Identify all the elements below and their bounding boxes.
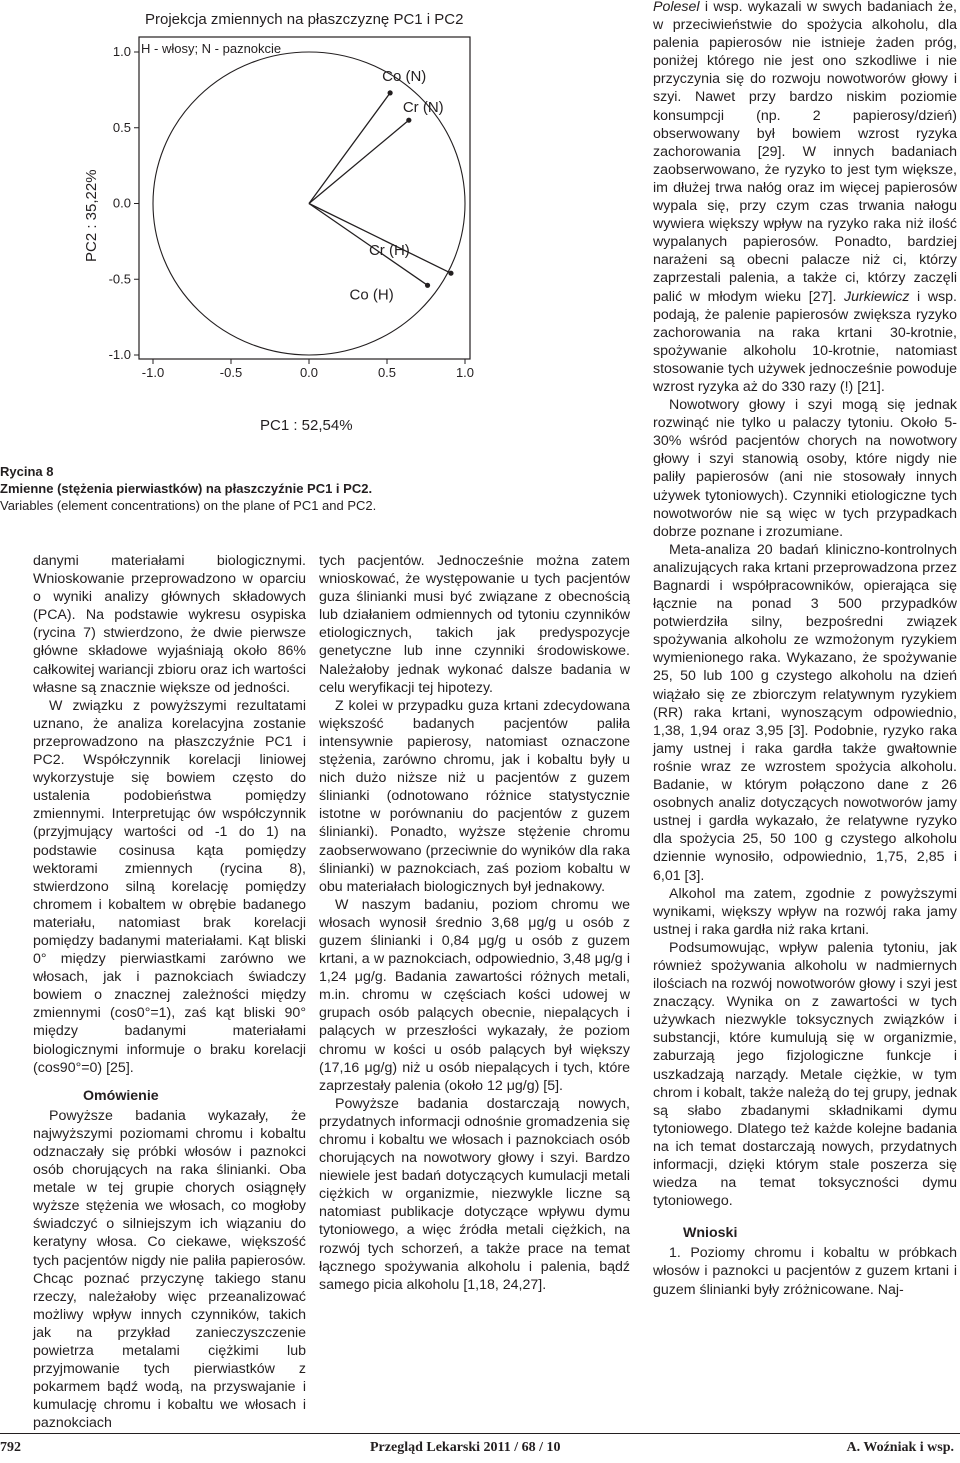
- paragraph: Podsumowując, wpływ palenia tytoniu, jak również spożywania alkoholu w nadmiernych ilościach na rozwój nowotworów głowy i szyi jest znaczący. Wynika on z zawartości w tych używkach niezwykle toksycznych związków i substancji, które kumulują się w organizmie, zaburzają jego fizjologiczne funkcje i uszkadzają narządy. Metale ciężkie, w tym chrom i kobalt, także należą do tej grupy, jednak są słabo zbadanymi składnikami dymu tytoniowego. Dlatego też każde kolejne badania na ich temat dostarczają nowych, przydatnych informacji, dzięki którym stale poszerza się wiedza na temat toksyczności dymu tytoniowego.: [653, 939, 957, 1210]
- paragraph: Meta-analiza 20 badań kliniczno-kontrolnych analizujących raka krtani przeprowadzona przez Bagnardi i współpracowników, opierająca się łącznie na ponad 3 500 przypadków potwierdziła silny, bezpośredni związek spożywania alkoholu ze wzmożonym ryzykiem wymienionego raka. Wykazano, że spożywanie 25, 50 lub 100 g czystego alkoholu na dzień wiążało się ze zbiorczym relatywnym ryzykiem (RR) raka krtani, wynoszącym odpowiednio, 1,38, 1,94 oraz 3,95 [3]. Podobnie, ryzyko raka jamy ustnej i raka gardła także gwałtownie rośnie wraz ze wzrostem spożycia alkoholu. Badanie, w którym połączono dane z 26 osobnych analiz dotyczących nowotworów jamy ustnej i gardła wykazało, że relatywne ryzyko dla spożycia 25, 50 100 g czystego alkoholu dziennie wynosiło, odpowiednio, 1,75, 2,85 i 6,01 [3].: [653, 541, 957, 884]
- figure-caption: [0, 463, 600, 514]
- y-tick-label: 1.0: [112, 44, 131, 59]
- y-tick-label: -1.0: [108, 347, 131, 362]
- x-tick-label: 0.5: [377, 365, 397, 380]
- paragraph: W naszym badaniu, poziom chromu we włosach wynosił średnio 3,68 μg/g u osób z guzem ślinianki i 0,84 μg/g u osób z guzem krtani, a w paznokciach, odpowiednio, 3,48 μg/g i 1,24 μg/g. Badania zawartości różnych metali, m.in. chromu w częściach kości udowej w grupach osób palących obecnie, niepalących i palących w przeszłości wykazały, że poziom chromu w kości u osób palących był większy (17,16 μg/g) niż u osób niepalących i tych, które zaprzestały palenia (około 12 μg/g) [5].: [319, 896, 630, 1094]
- data-point: [406, 118, 411, 123]
- chart-annotation: H - włosy; N - paznokcie: [141, 41, 282, 56]
- vector-line: [309, 204, 451, 274]
- paragraph: Powyższe badania wykazały, że najwyższymi poziomami chromu i kobaltu odznaczały się próbki włosów i paznokci osób chorujących na raka ślinianki. Oba metale w tej grupie chorych osiągnęły wyższe stężenia we włosach, co mogłoby świadczyć o silniejszym ich wiązaniu do keratyny włosa. Co ciekawe, większość tych pacjentów nigdy nie paliła papierosów. Chcąc poznać przyczynę takiego stanu rzeczy, należałoby więc przeanalizować możliwy wpływ innych czynników, takich jak na przykład zanieczyszczenie powietrza metalami ciężkimi lub przyjmowanie tych pierwiastków z pokarmem bądź wodą, na przyswajanie i kumulację chromu i kobaltu we włosach i paznokciach: [33, 1107, 306, 1432]
- figure-rycina-8: [0, 0, 640, 520]
- paragraph: Nowotwory głowy i szyi mogą się jednak rozwinąć nie tylko u palaczy tytoniu. Około 5-30% wśród pacjentów chorych na nowotwory głowy i szyi stanowią osoby, które nigdy nie paliły papierosów (ani nie stosowały innych używek tytoniowych). Czynniki etiologiczne tych nowotworów nie są więc w tych przypadkach dobrze poznane i zrozumiane.: [653, 397, 957, 540]
- footer-rule: [0, 1433, 960, 1434]
- x-tick-label: -1.0: [141, 365, 165, 380]
- author-citation: Polesel: [653, 0, 700, 15]
- paragraph: W związku z powyższymi rezultatami uznano, że analiza korelacyjna zostanie przeprowadzono na płaszczyźnie PC1 i PC2. Współczynnik korelacji liniowej wykorzystuje się bowiem często do ustalenia podobieństwa pomiędzy zmiennymi. Interpretując ów współczynnik (przyjmujący wartości od -1 do 1) na podstawie cosinusa kąta pomiędzy wektorami zmiennych (rycina 8), stwierdzono silną korelację pomiędzy chromem i kobaltem w obrębie badanego materiału, natomiast brak korelacji pomiędzy badanymi materiałami. Kąt bliski 0° między pierwiastkami zarówno we włosach, jak i paznokciach świadczy bowiem o znacznej zależności między zmiennymi (cos0°=1), zaś kąt bliski 90° między badanymi materiałami biologicznymi informuje o braku korelacji (cos90°=0) [25].: [33, 697, 306, 1076]
- paragraph: Z kolei w przypadku guza krtani zdecydowana większość badanych pacjentów paliła intensywnie papierosy, natomiast oznaczone stężenia, zarówno chromu, jak i kobaltu były u nich dużo niższe niż u pacjentów z guzem ślinianki (odnotowano różnice statystycznie istotne w porównaniu do pacjentów z guzem ślinianki). Ponadto, wyższe stężenie chromu zaobserwowano (przeciwnie do wyników dla raka ślinianki) w paznokciach, zaś poziom kobaltu w obu materiałach biologicznych był jednakowy.: [319, 697, 630, 895]
- x-tick-label: -0.5: [219, 365, 243, 380]
- x-tick-label: 0.0: [299, 365, 319, 380]
- paragraph: tych pacjentów. Jednocześnie można zatem wnioskować, że występowanie u tych pacjentów guza ślinianki musi być związane z obecnością lub działaniem odmiennych od tytoniu czynników etiologicznych, takich jak predyspozycje genetyczne lub inne czynniki środowiskowe. Należałoby jednak wykonać dalsze badania w celu weryfikacji tej hipotezy.: [319, 553, 630, 696]
- data-point: [388, 90, 393, 95]
- x-axis-label: PC1 : 52,54%: [260, 417, 353, 434]
- caption-polish: Zmienne (stężenia pierwiastków) na płaszczyźnie PC1 i PC2.: [0, 481, 373, 496]
- vector-line: [309, 120, 409, 203]
- paragraph: danymi materiałami biologicznymi. Wnioskowanie przeprowadzono w oparciu o wyniki analizy głównych składowych (PCA). Na podstawie wykresu osypiska (rycina 7) stwierdzono, że dwie pierwsze główne składowe wyjaśniają około 86% całkowitej wariancji zbioru oraz ich wartości własne są znacznie większe od jedności.: [33, 553, 306, 696]
- chart-title: Projekcja zmiennych na płaszczyznę PC1 i PC2: [145, 11, 464, 28]
- y-tick-label: 0.0: [112, 195, 131, 211]
- pca-chart: [0, 0, 640, 460]
- data-point: [425, 283, 430, 288]
- x-tick-label: 1.0: [455, 365, 475, 380]
- caption-english: Variables (element concentrations) on the plane of PC1 and PC2.: [0, 498, 377, 513]
- paragraph: Powyższe badania dostarczają nowych, przydatnych informacji odnośnie gromadzenia się chromu i kobaltu we włosach i paznokciach osób chorujących na nowotwory głowy i szyi. Bardzo niewiele jest badań dotyczących kumulacji metali ciężkich w organizmie, niezwykle liczne są natomiast publikacje dotyczące wpływu dymu tytoniowego, a więc źródła metali ciężkich, na rozwój tych schorzeń, a także prace na temat łącznego spożywania alkoholu i palenia, bądź samego picia alkoholu [1,18, 24,27].: [319, 1095, 630, 1293]
- running-author: A. Woźniak i wsp.: [846, 1440, 954, 1455]
- text-column-middle: [319, 552, 630, 1294]
- plot-frame: [139, 37, 470, 359]
- vector-line: [309, 93, 390, 204]
- point-label: Co (N): [382, 67, 427, 85]
- y-tick-label: 0.5: [112, 119, 131, 135]
- point-label: Cr (H): [368, 242, 410, 260]
- point-label: Cr (N): [402, 99, 444, 117]
- y-tick-label: -0.5: [108, 271, 131, 287]
- paragraph: 1. Poziomy chromu i kobaltu w próbkach włosów i paznokci u pacjentów z guzem krtani i guzem ślinianki były zróżnicowane. Naj-: [653, 1245, 957, 1298]
- section-heading-wnioski: Wnioski: [683, 1225, 738, 1242]
- paragraph: [653, 0, 957, 396]
- axis-labels: [109, 44, 474, 380]
- paragraph-text: i wsp. wykazali w swych badaniach że, w przeciwieństwie do spożycia alkoholu, dla palenia papierosów nie istnieje żaden próg, poniżej którego nie jest ono szkodliwe i nie przyczynia się do rozwoju nowotworów głowy i szyi. Nawet przy bardzo niskim poziomie konsumpcji (np. 2 papierosy/dzień) obserwowany był bowiem wzrost ryzyka zachorowania [29]. W innych badaniach zaobserwowano, że ryzyko to jest tym większe, im dłużej trwa nałóg oraz im więcej papierosów wypala się, przy czym czas trwania nałogu wywiera większy wpływ na ryzyko raka niż ilość wypalanych papierosów. Ponadto, bardziej narażeni są obecni palacze niż ci, którzy zaprzestali palenia, a także ci, którzy zaczęli palić w młodym wieku [27].: [653, 0, 957, 305]
- point-label: Co (H): [349, 286, 394, 304]
- caption-label: Rycina 8: [0, 464, 54, 479]
- section-heading-omowienie: Omówienie: [83, 1087, 159, 1104]
- page-number: 792: [0, 1440, 21, 1455]
- paragraph: Alkohol ma zatem, zgodnie z powyższymi wynikami, większy wpływ na rozwój raka jamy ustnej i raka gardła niż raka krtani.: [653, 885, 957, 938]
- chart-marks: [153, 52, 465, 355]
- y-axis-label: PC2 : 35,22%: [83, 169, 100, 262]
- data-point: [448, 271, 453, 276]
- paragraph-text: i wsp. podają, że palenie papierosów zwiększa ryzyko zachorowania na raka krtani 30-krotnie, spożywanie alkoholu 10-krotnie, natomiast stosowanie tych używek jednocześnie powoduje wzrost ryzyka aż do 330 razy (!) [21].: [653, 288, 957, 395]
- author-citation: Jurkiewicz: [844, 288, 910, 305]
- journal-citation: Przegląd Lekarski 2011 / 68 / 10: [370, 1440, 561, 1455]
- text-column-left: [33, 552, 306, 1433]
- text-column-right: [653, 0, 957, 1299]
